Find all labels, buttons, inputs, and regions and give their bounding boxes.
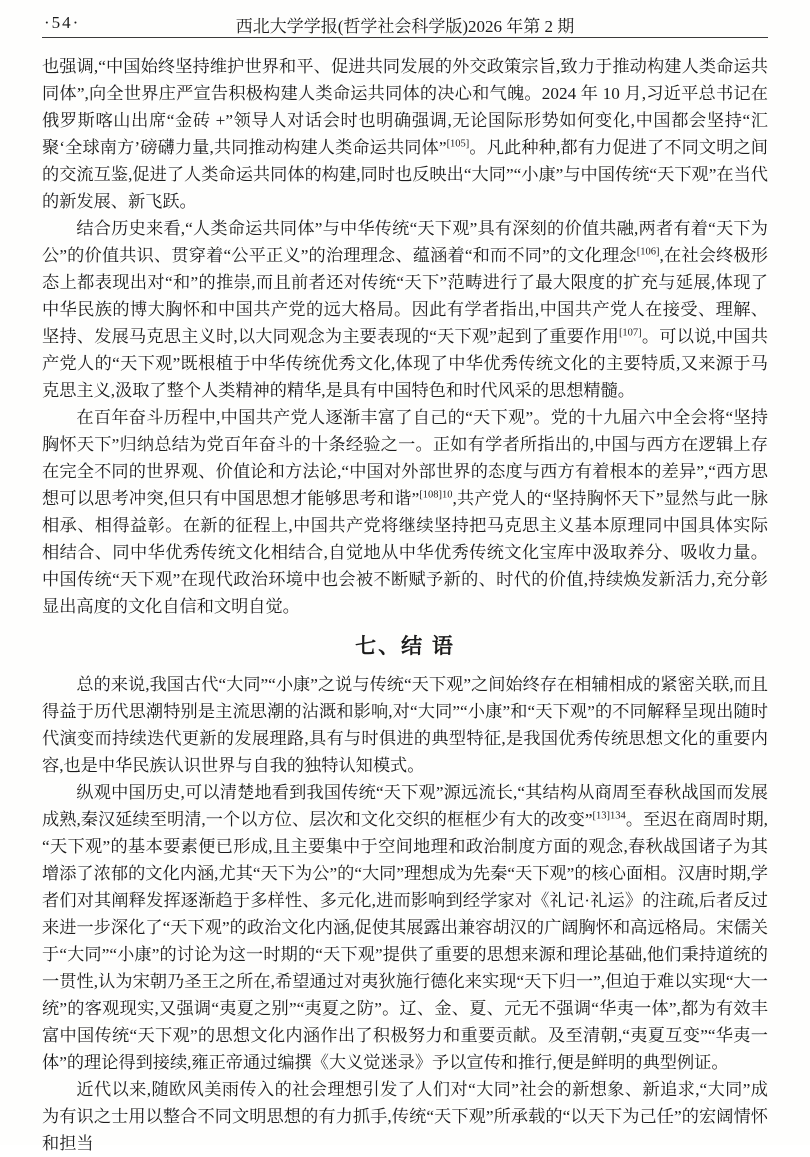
citation-ref: [106] xyxy=(636,246,660,258)
citation-ref: [105] xyxy=(446,138,470,150)
article-body xyxy=(42,53,768,1157)
paragraph: 近代以来,随欧风美雨传入的社会理想引发了人们对“大同”社会的新想象、新追求,“大同”成为有识之士用以整合不同文明思想的有力抓手,传统“天下观”所承载的“以天下为己任”的宏阔情怀和担当 xyxy=(42,1080,768,1153)
citation-ref: [13]134 xyxy=(592,810,626,822)
citation-ref: [107] xyxy=(618,327,642,339)
page-number: ·54· xyxy=(44,13,81,32)
journal-title: 西北大学学报(哲学社会科学版)2026 年第 2 期 xyxy=(235,17,575,36)
citation-ref: [108]10 xyxy=(419,489,453,501)
paragraph: 也强调,“中国始终坚持维护世界和平、促进共同发展的外交政策宗旨,致力于推动构建人类命运共同体”,向全世界庄严宣告积极构建人类命运共同体的决心和气魄。2024 年 10 月,习近平总书记在俄罗斯喀山出席“金砖 +”领导人对话会时也明确强调,无论国际形势如何变化,中国都会坚持“汇聚‘全球南方’磅礴力量,共同推动构建人类命运共同体”[105]。凡此种种,都有力促进了不同文明之间的交流互鉴,促进了人类命运共同体的构建,同时也反映出“大同”“小康”与中国传统“天下观”在当代的新发展、新飞跃。 xyxy=(42,57,768,211)
header-rule xyxy=(42,37,768,38)
paragraph: 纵观中国历史,可以清楚地看到我国传统“天下观”源远流长,“其结构从商周至春秋战国而发展成熟,秦汉延续至明清,一个以方位、层次和文化交织的框框少有大的改变”$^{[13]134}$。至迟在商周时期,“天下观”的基本要素便已形成,且主要集中于空间地理和政治制度方面的观念,春秋战国诸子为其增添了浓郁的文化内涵,尤其“天下为公”的“大同”理想成为先秦“天下观”的核心面相。汉唐时期,学者们对其阐释发挥逐渐趋于多样性、多元化,进而影响到经学家对《礼记·礼运》的注疏,后者反过来进一步深化了“天下观”的政治文化内涵,促使其展露出兼容胡汉的广阔胸怀和高远格局。宋儒关于“大同”“小康”的讨论为这一时期的“天下观”提供了重要的思想来源和理论基础,他们秉持道统的一贯性,认为宋朝乃圣王之所在,希望通过对夷狄施行德化来实现“天下归一”,但迫于难以实现“大一统”的客观现实,又强调“夷夏之别”“夷夏之防”。辽、金、夏、元无不强调“华夷一体”,都为有效丰富中国传统“天下观”的思想文化内涵作出了积极努力和重要贡献。及至清朝,“夷夏互变”“华夷一体”的理论得到接续,雍正帝通过编撰《大义觉迷录》予以宣传和推行,便是鲜明的典型例证。 xyxy=(42,783,768,1072)
paragraph: 总的来说,我国古代“大同”“小康”之说与传统“天下观”之间始终存在相辅相成的紧密关联,而且得益于历代思潮特别是主流思潮的沾溉和影响,对“大同”“小康”和“天下观”的不同解释呈现出随时代演变而持续迭代更新的发展理路,具有与时俱进的典型特征,是我国优秀传统思想文化的重要内容,也是中华民族认识世界与自我的独特认知模式。 xyxy=(42,675,768,775)
paragraph: 结合历史来看,“人类命运共同体”与中华传统“天下观”具有深刻的价值共融,两者有着“天下为公”的价值共识、贯穿着“公平正义”的治理理念、蕴涵着“和而不同”的文化理念[106],在社会终极形态上都表现出对“和”的推崇,而且前者还对传统“天下”范畴进行了最大限度的扩充与延展,体现了中华民族的博大胸怀和中国共产党的远大格局。因此有学者指出,中国共产党人在接受、理解、坚持、发展马克思主义时,以大同观念为主要表现的“天下观”起到了重要作用[107]。可以说,中国共产党人的“天下观”既根植于中华传统优秀文化,体现了中华优秀传统文化的主要特质,又来源于马克思主义,汲取了整个人类精神的精华,是具有中国特色和时代风采的思想精髓。 xyxy=(42,219,768,400)
paragraph: 在百年奋斗历程中,中国共产党人逐渐丰富了自己的“天下观”。党的十九届六中全会将“坚持胸怀天下”归纳总结为党百年奋斗的十条经验之一。正如有学者所指出的,中国与西方在逻辑上存在完全不同的世界观、价值论和方法论,“中国对外部世界的态度与西方有着根本的差异”,“西方思想可以思考冲突,但只有中国思想才能够思考和谐”$^{[108]10}$,共产党人的“坚持胸怀天下”显然与此一脉相承、相得益彰。在新的征程上,中国共产党将继续坚持把马克思主义基本原理同中国具体实际相结合、同中华优秀传统文化相结合,自觉地从中华优秀传统文化宝库中汲取养分、吸收力量。中国传统“天下观”在现代政治环境中也会被不断赋予新的、时代的价值,持续焕发新活力,充分彰显出高度的文化自信和文明自觉。 xyxy=(42,408,768,616)
page-header xyxy=(42,12,768,36)
section-heading: 七、结 语 xyxy=(355,635,455,658)
